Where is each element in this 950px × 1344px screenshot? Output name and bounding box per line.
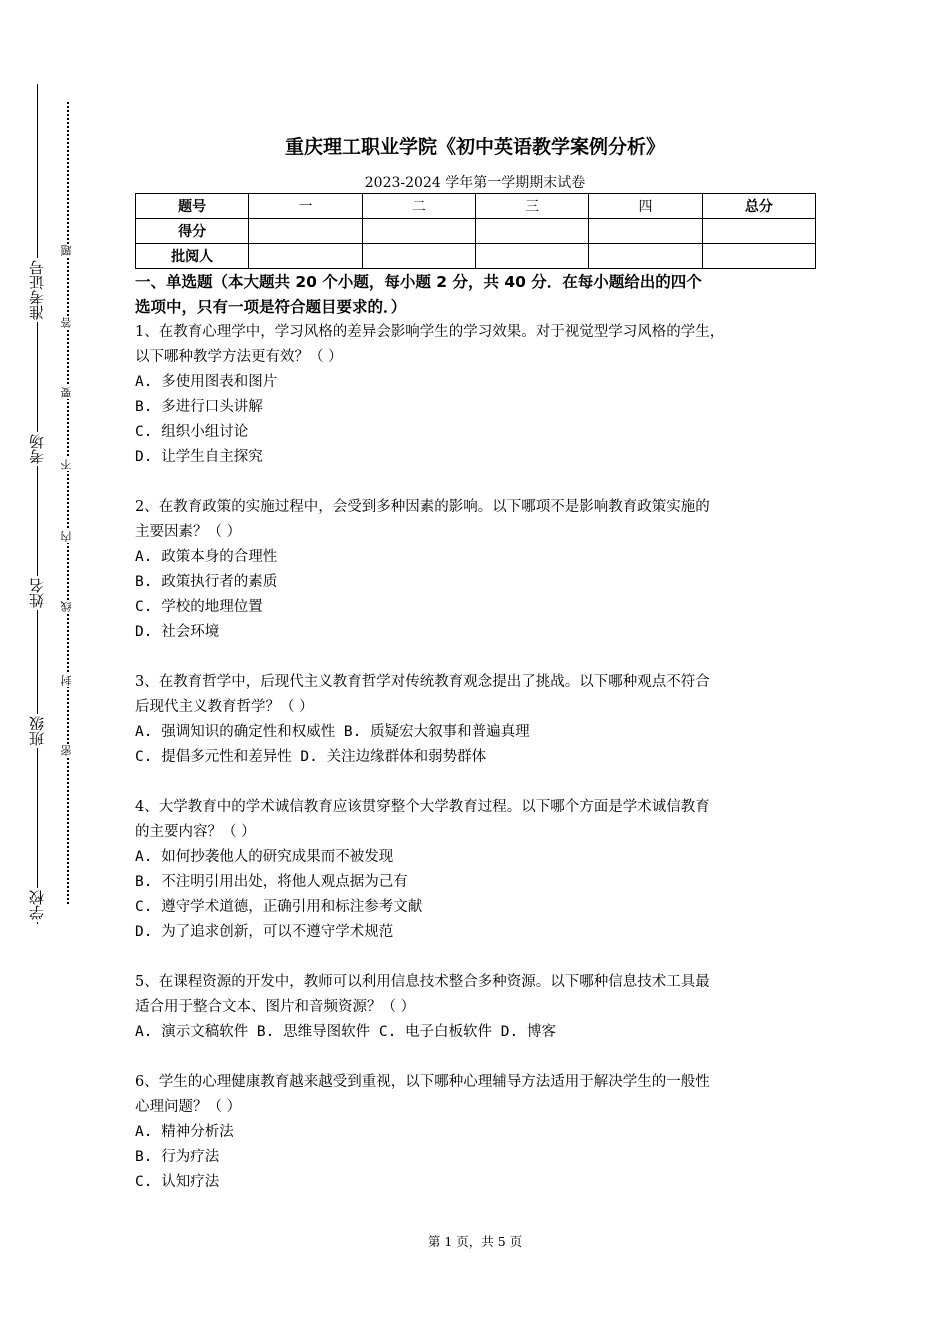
question-stem: 5、在课程资源的开发中，教师可以利用信息技术整合多种资源。以下哪种信息技术工具最	[135, 974, 710, 990]
seal-word: 线	[58, 600, 76, 613]
option[interactable]: D. 让学生自主探究	[135, 449, 263, 465]
score-table	[135, 193, 816, 269]
question-6	[135, 1070, 815, 1195]
section-heading	[135, 270, 815, 320]
score-cell[interactable]	[475, 219, 588, 244]
section-heading-line: 一、单选题（本大题共 20 个小题，每小题 2 分，共 40 分．在每小题给出的四个	[135, 273, 702, 291]
table-row	[136, 244, 816, 269]
header-cell: 二	[362, 194, 475, 219]
option[interactable]: C. 认知疗法	[135, 1174, 220, 1190]
question-stem: 1、在教育心理学中，学习风格的差异会影响学生的学习效果。对于视觉型学习风格的学生，	[135, 324, 725, 340]
header-cell: 总分	[702, 194, 815, 219]
option[interactable]: D. 社会环境	[135, 624, 220, 640]
option[interactable]: A. 演示文稿软件 B. 思维导图软件 C. 电子白板软件 D. 博客	[135, 1024, 556, 1040]
score-cell[interactable]	[249, 219, 362, 244]
option[interactable]: A. 政策本身的合理性	[135, 549, 278, 565]
score-cell[interactable]	[362, 219, 475, 244]
score-cell[interactable]	[702, 219, 815, 244]
row-label: 批阅人	[136, 244, 249, 269]
option[interactable]: C. 遵守学术道德，正确引用和标注参考文献	[135, 899, 423, 915]
option[interactable]: A. 强调知识的确定性和权威性 B. 质疑宏大叙事和普遍真理	[135, 724, 530, 740]
binding-solid-line	[37, 84, 38, 924]
school-label: 学校	[22, 888, 52, 922]
question-stem: 2、在教育政策的实施过程中，会受到多种因素的影响。以下哪项不是影响教育政策实施的	[135, 499, 710, 515]
header-cell: 三	[475, 194, 588, 219]
question-2	[135, 495, 815, 645]
question-stem: 以下哪种教学方法更有效？（ ）	[135, 349, 343, 365]
option[interactable]: A. 如何抄袭他人的研究成果而不被发现	[135, 849, 394, 865]
grader-cell[interactable]	[702, 244, 815, 269]
header-cell: 一	[249, 194, 362, 219]
option[interactable]: C. 学校的地理位置	[135, 599, 263, 615]
option[interactable]: B. 多进行口头讲解	[135, 399, 263, 415]
question-stem: 4、大学教育中的学术诚信教育应该贯穿整个大学教育过程。以下哪个方面是学术诚信教育	[135, 799, 710, 815]
seal-word: 题	[58, 244, 76, 257]
question-1	[135, 320, 815, 470]
table-header-row	[136, 194, 816, 219]
binding-margin	[0, 0, 100, 1344]
exam-id-label: 准考证号	[22, 258, 52, 322]
grader-cell[interactable]	[475, 244, 588, 269]
question-stem: 心理问题？（ ）	[135, 1099, 242, 1115]
page-title: 重庆理工职业学院《初中英语教学案例分析》	[284, 136, 665, 158]
option[interactable]: A. 精神分析法	[135, 1124, 234, 1140]
seal-word: 封	[58, 674, 76, 687]
header-cell: 四	[589, 194, 702, 219]
question-stem: 后现代主义教育哲学？（ ）	[135, 699, 314, 715]
question-list	[135, 320, 815, 1220]
question-4	[135, 795, 815, 945]
question-stem: 6、学生的心理健康教育越来越受到重视，以下哪种心理辅导方法适用于解决学生的一般性	[135, 1074, 710, 1090]
seal-word: 要	[58, 386, 76, 399]
option[interactable]: B. 政策执行者的素质	[135, 574, 278, 590]
question-3	[135, 670, 815, 770]
question-stem: 3、在教育哲学中，后现代主义教育哲学对传统教育观念提出了挑战。以下哪种观点不符合	[135, 674, 710, 690]
seal-word: 答	[58, 316, 76, 329]
option[interactable]: C. 组织小组讨论	[135, 424, 249, 440]
question-stem: 适合用于整合文本、图片和音频资源？（ ）	[135, 999, 416, 1015]
grader-cell[interactable]	[589, 244, 702, 269]
table-row	[136, 219, 816, 244]
seal-word: 密	[58, 744, 76, 757]
option[interactable]: B. 行为疗法	[135, 1149, 220, 1165]
class-label: 班级	[22, 714, 52, 748]
question-stem: 的主要内容？（ ）	[135, 824, 256, 840]
header-cell: 题号	[136, 194, 249, 219]
seal-word: 不	[58, 458, 76, 471]
binding-dotted-line	[67, 102, 69, 904]
question-stem: 主要因素？（ ）	[135, 524, 242, 540]
page-footer: 第 1 页，共 5 页	[427, 1234, 523, 1249]
option[interactable]: C. 提倡多元性和差异性 D. 关注边缘群体和弱势群体	[135, 749, 487, 765]
question-5	[135, 970, 815, 1045]
option[interactable]: B. 不注明引用出处，将他人观点据为己有	[135, 874, 408, 890]
option[interactable]: A. 多使用图表和图片	[135, 374, 278, 390]
page-subtitle: 2023-2024 学年第一学期期末试卷	[364, 175, 586, 191]
score-cell[interactable]	[589, 219, 702, 244]
section-heading-line: 选项中，只有一项是符合题目要求的．）	[135, 298, 407, 316]
grader-cell[interactable]	[249, 244, 362, 269]
name-label: 姓名	[22, 576, 52, 610]
grader-cell[interactable]	[362, 244, 475, 269]
row-label: 得分	[136, 219, 249, 244]
option[interactable]: D. 为了追求创新，可以不遵守学术规范	[135, 924, 394, 940]
exam-room-label: 考场	[22, 432, 52, 466]
seal-word: 内	[58, 530, 76, 543]
